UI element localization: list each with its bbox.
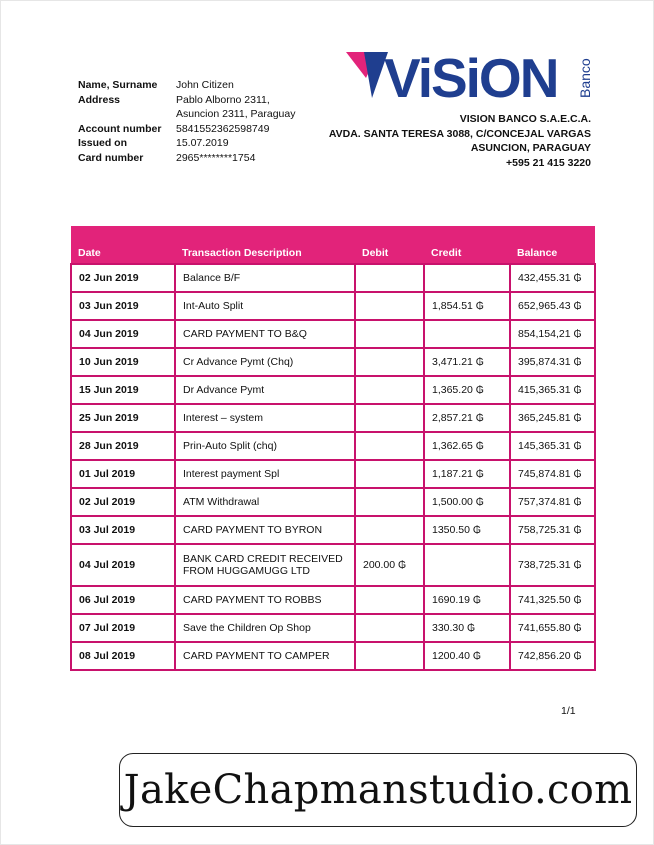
description-line: CARD PAYMENT TO ROBBS bbox=[183, 594, 322, 606]
table-row bbox=[71, 516, 595, 544]
balance-cell: 652,965.43 ₲ bbox=[510, 292, 595, 320]
table-row bbox=[71, 320, 595, 348]
bank-name: VISION BANCO S.A.E.C.A. bbox=[459, 113, 591, 125]
debit-cell bbox=[355, 264, 424, 292]
issued-label: Issued on bbox=[78, 137, 128, 149]
description-cell bbox=[175, 320, 355, 348]
date-cell: 06 Jul 2019 bbox=[71, 586, 175, 614]
description-cell bbox=[175, 586, 355, 614]
description-cell bbox=[175, 432, 355, 460]
date-cell: 10 Jun 2019 bbox=[71, 348, 175, 376]
transactions-table bbox=[70, 226, 596, 671]
credit-cell bbox=[424, 264, 510, 292]
date-cell: 28 Jun 2019 bbox=[71, 432, 175, 460]
header-credit: Credit bbox=[424, 226, 510, 264]
issued-value: 15.07.2019 bbox=[176, 137, 229, 149]
bank-phone: +595 21 415 3220 bbox=[506, 156, 591, 169]
balance-cell: 365,245.81 ₲ bbox=[510, 404, 595, 432]
credit-cell: 1690.19 ₲ bbox=[424, 586, 510, 614]
date-cell: 07 Jul 2019 bbox=[71, 614, 175, 642]
header-description: Transaction Description bbox=[175, 226, 355, 264]
description-line: Balance B/F bbox=[183, 272, 241, 284]
balance-cell: 741,655.80 ₲ bbox=[510, 614, 595, 642]
watermark-text: JakeChapmanstudio.com bbox=[123, 767, 633, 813]
description-line: CARD PAYMENT TO BYRON bbox=[183, 524, 323, 536]
description-cell bbox=[175, 348, 355, 376]
bank-address-line2: ASUNCION, PARAGUAY bbox=[470, 142, 591, 154]
description-line: Interest payment Spl bbox=[183, 468, 280, 480]
description-line: Interest – system bbox=[183, 412, 263, 424]
date-cell: 02 Jul 2019 bbox=[71, 488, 175, 516]
balance-cell: 738,725.31 ₲ bbox=[510, 544, 595, 586]
debit-cell bbox=[355, 642, 424, 670]
description-line: Prin-Auto Split (chq) bbox=[183, 440, 277, 452]
table-row bbox=[71, 376, 595, 404]
table-row bbox=[71, 544, 595, 586]
credit-cell: 1,362.65 ₲ bbox=[424, 432, 510, 460]
watermark-banner bbox=[119, 753, 637, 827]
description-cell bbox=[175, 376, 355, 404]
description-line: CARD PAYMENT TO B&Q bbox=[183, 328, 307, 340]
description-cell bbox=[175, 404, 355, 432]
credit-cell bbox=[424, 320, 510, 348]
header-date: Date bbox=[71, 226, 175, 264]
logo-banco: Banco bbox=[577, 58, 593, 98]
description-line: Dr Advance Pymt bbox=[183, 384, 265, 396]
address-line1: Pablo Alborno 2311, bbox=[176, 93, 270, 106]
debit-cell bbox=[355, 516, 424, 544]
credit-cell: 1350.50 ₲ bbox=[424, 516, 510, 544]
page-number: 1/1 bbox=[561, 705, 576, 717]
description-cell bbox=[175, 544, 355, 586]
table-row bbox=[71, 348, 595, 376]
balance-cell: 758,725.31 ₲ bbox=[510, 516, 595, 544]
address-label: Address bbox=[78, 93, 121, 106]
description-cell bbox=[175, 460, 355, 488]
balance-cell: 742,856.20 ₲ bbox=[510, 642, 595, 670]
credit-cell: 1,187.21 ₲ bbox=[424, 460, 510, 488]
debit-cell bbox=[355, 404, 424, 432]
date-cell: 03 Jul 2019 bbox=[71, 516, 175, 544]
debit-cell: 200.00 ₲ bbox=[355, 544, 424, 586]
balance-cell: 741,325.50 ₲ bbox=[510, 586, 595, 614]
description-line: Save the Children Op Shop bbox=[183, 622, 311, 634]
balance-cell: 854,154,21 ₲ bbox=[510, 320, 595, 348]
description-line: ATM Withdrawal bbox=[183, 496, 260, 508]
debit-cell bbox=[355, 292, 424, 320]
card-label: Card number bbox=[78, 151, 144, 164]
date-cell: 25 Jun 2019 bbox=[71, 404, 175, 432]
table-row bbox=[71, 404, 595, 432]
description-cell bbox=[175, 614, 355, 642]
balance-cell: 415,365.31 ₲ bbox=[510, 376, 595, 404]
debit-cell bbox=[355, 586, 424, 614]
table-body bbox=[71, 264, 595, 670]
date-cell: 08 Jul 2019 bbox=[71, 642, 175, 670]
card-value: 2965********1754 bbox=[176, 151, 256, 164]
description-line: CARD PAYMENT TO CAMPER bbox=[183, 650, 330, 662]
header-balance: Balance bbox=[510, 226, 595, 264]
description-cell bbox=[175, 488, 355, 516]
header-debit: Debit bbox=[355, 226, 424, 264]
date-cell: 04 Jun 2019 bbox=[71, 320, 175, 348]
name-label: Name, Surname bbox=[78, 79, 158, 91]
date-cell: 01 Jul 2019 bbox=[71, 460, 175, 488]
bank-address-line1: AVDA. SANTA TERESA 3088, C/CONCEJAL VARGAS bbox=[328, 127, 591, 140]
credit-cell: 1,854.51 ₲ bbox=[424, 292, 510, 320]
address-line2: Asuncion 2311, Paraguay bbox=[176, 108, 296, 120]
customer-info bbox=[78, 78, 316, 165]
description-line: Cr Advance Pymt (Chq) bbox=[183, 356, 294, 368]
balance-cell: 745,874.81 ₲ bbox=[510, 460, 595, 488]
table-row bbox=[71, 586, 595, 614]
table-row bbox=[71, 488, 595, 516]
balance-cell: 145,365.31 ₲ bbox=[510, 432, 595, 460]
vision-banco-logo bbox=[344, 48, 594, 104]
credit-cell: 1,365.20 ₲ bbox=[424, 376, 510, 404]
balance-cell: 432,455.31 ₲ bbox=[510, 264, 595, 292]
account-value: 5841552362598749 bbox=[176, 122, 270, 135]
date-cell: 03 Jun 2019 bbox=[71, 292, 175, 320]
credit-cell bbox=[424, 544, 510, 586]
credit-cell: 1,500.00 ₲ bbox=[424, 488, 510, 516]
description-line-2: FROM HUGGAMUGG LTD bbox=[183, 565, 310, 577]
bank-address bbox=[329, 112, 591, 170]
description-cell bbox=[175, 642, 355, 670]
balance-cell: 395,874.31 ₲ bbox=[510, 348, 595, 376]
debit-cell bbox=[355, 376, 424, 404]
description-line: BANK CARD CREDIT RECEIVED bbox=[183, 553, 343, 565]
date-cell: 02 Jun 2019 bbox=[71, 264, 175, 292]
credit-cell: 330.30 ₲ bbox=[424, 614, 510, 642]
table-row bbox=[71, 642, 595, 670]
description-cell bbox=[175, 516, 355, 544]
table-row bbox=[71, 460, 595, 488]
credit-cell: 1200.40 ₲ bbox=[424, 642, 510, 670]
credit-cell: 2,857.21 ₲ bbox=[424, 404, 510, 432]
date-cell: 04 Jul 2019 bbox=[71, 544, 175, 586]
balance-cell: 757,374.81 ₲ bbox=[510, 488, 595, 516]
description-cell bbox=[175, 292, 355, 320]
account-label: Account number bbox=[78, 122, 162, 135]
description-line: Int-Auto Split bbox=[183, 300, 244, 312]
date-cell: 15 Jun 2019 bbox=[71, 376, 175, 404]
debit-cell bbox=[355, 348, 424, 376]
description-cell bbox=[175, 264, 355, 292]
debit-cell bbox=[355, 320, 424, 348]
table-row bbox=[71, 614, 595, 642]
table-row bbox=[71, 264, 595, 292]
credit-cell: 3,471.21 ₲ bbox=[424, 348, 510, 376]
table-row bbox=[71, 292, 595, 320]
debit-cell bbox=[355, 614, 424, 642]
debit-cell bbox=[355, 432, 424, 460]
table-header-row bbox=[71, 226, 595, 264]
logo-wordmark: ViSiON bbox=[384, 48, 558, 104]
name-value: John Citizen bbox=[176, 79, 234, 91]
table-row bbox=[71, 432, 595, 460]
debit-cell bbox=[355, 460, 424, 488]
debit-cell bbox=[355, 488, 424, 516]
